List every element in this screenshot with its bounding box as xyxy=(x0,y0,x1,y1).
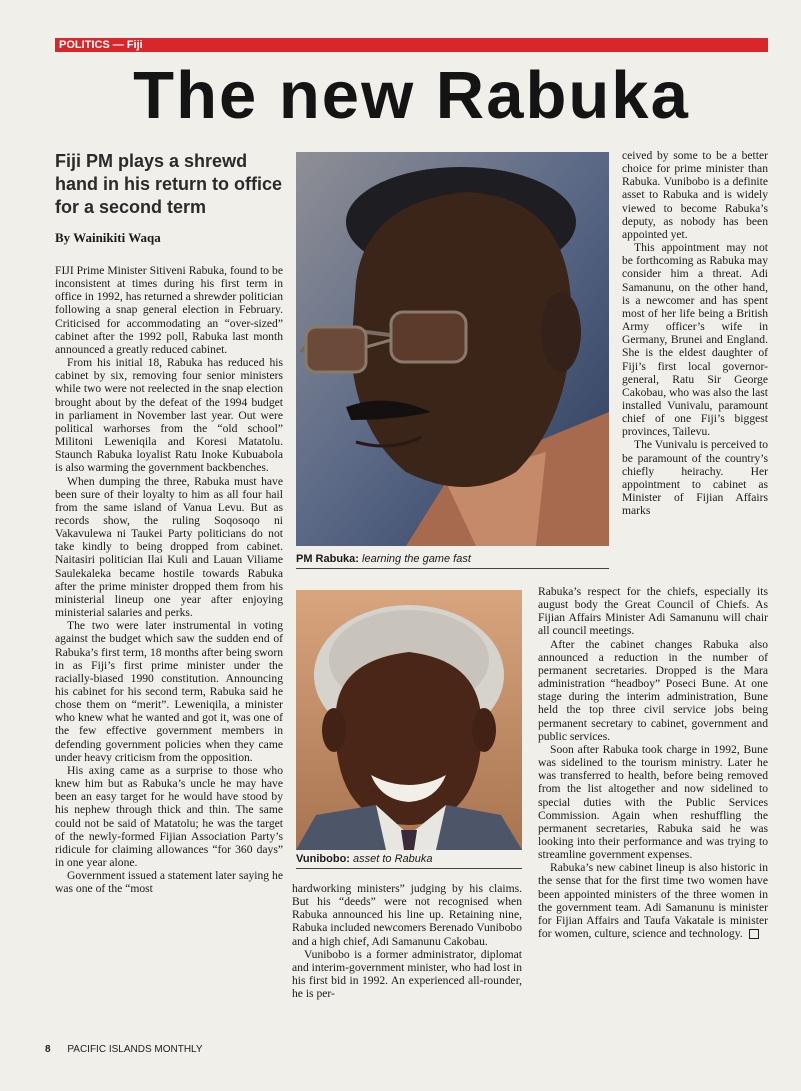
photo-caption xyxy=(296,853,522,869)
paragraph: His axing came as a surprise to those who knew him but as Rabuka’s uncle he may have been an easy target for he would have stood by his nephew through thick and thin. The same could not be said of Matatolu; he was the target of the newly-formed Fijian Association Party’s ridicule for claiming allowances “for 360 days” in one year alone. xyxy=(55,763,283,870)
column-1 xyxy=(55,264,283,896)
page-number: 8 xyxy=(45,1044,51,1055)
paragraph: hardworking ministers” judging by his claims. But his “deeds” were not recognised when Rabuka announced his line up. Retaining nine, Rabuka included newcomers Berenado Vunibobo and a high chief, Adi Samanunu Cakobau. xyxy=(292,882,522,948)
paragraph: Soon after Rabuka took charge in 1992, Bune was sidelined to the tourism ministry. Later he was transferred to health, before being removed from the list altogether and now sidelined to special duties with the Public Services Commission. Again when reshuffling the permanent secretaries, Rabuka said he was looking into their performance and was trying to streamline government expenses. xyxy=(538,742,768,862)
end-mark-icon xyxy=(749,929,759,939)
paragraph xyxy=(538,861,768,940)
paragraph: The two were later instrumental in voting against the budget which saw the sudden end of Rabuka’s first term, 18 months after being sworn in as Fiji’s first prime minister under the racially-biased 1990 constitution. Announcing his cabinet for his second term, Rabuka said he chose them on “merit”. Leweniqila, a minister who knew what he wanted and got it, was one of the few effective government members in defending government policies when they came under heavy criticism from the opposition. xyxy=(55,619,283,764)
paragraph: After the cabinet changes Rabuka also announced a reduction in the number of permanent secretaries. Dropped is the Mara administration “headboy” Poseci Bune. At one stage during the interim administration, Bune held the top three civil service jobs being permanent secretary to cabinet, government and public services. xyxy=(538,637,768,743)
column-3-bottom xyxy=(538,585,768,940)
caption-text: asset to Rabuka xyxy=(353,853,433,865)
byline: By Wainikiti Waqa xyxy=(55,230,161,245)
paragraph: FIJI Prime Minister Sitiveni Rabuka, found to be inconsistent at times during his first term in office in 1992, has returned a shrewder politician following a snap general election in February. Criticised for accommodating an “over-sized” cabinet after the 1992 poll, Rabuka last month announced a greatly reduced cabinet. xyxy=(55,264,283,356)
magazine-name: PACIFIC ISLANDS MONTHLY xyxy=(67,1044,203,1055)
vunibobo-photo xyxy=(296,590,522,850)
photo-caption xyxy=(296,553,609,569)
paragraph-text: Rabuka’s new cabinet lineup is also historic in the sense that for the first time two women have been appointed ministers of the three women in the government team. Adi Samanunu is minister for Fijian Affairs and Taufa Vakatale is minister for women, culture, science and technology. xyxy=(538,861,768,941)
rabuka-photo xyxy=(296,152,609,546)
paragraph: Vunibobo is a former administrator, diplomat and interim-government minister, who had lost in his first bid in 1992. An experienced all-rounder, he is per- xyxy=(292,947,522,1001)
column-3-top xyxy=(622,149,768,517)
paragraph: Government issued a statement later saying he was one of the “most xyxy=(55,869,283,896)
section-label: POLITICS — Fiji xyxy=(55,38,768,52)
paragraph: Rabuka’s respect for the chiefs, especially its august body the Great Council of Chiefs. As Fijian Affairs Minister Adi Samanunu will chair all council meetings. xyxy=(538,585,768,638)
paragraph: ceived by some to be a better choice for prime minister than Rabuka. Vunibobo is a definite asset to Rabuka and is widely viewed to become Rabuka’s deputy, as nobody has been appointed yet. xyxy=(622,149,768,241)
caption-subject: Vunibobo: xyxy=(296,853,350,865)
deck: Fiji PM plays a shrewd hand in his return to office for a second term xyxy=(55,151,283,217)
headline: The new Rabuka xyxy=(133,58,690,133)
page-footer xyxy=(45,1044,203,1055)
paragraph: From his initial 18, Rabuka has reduced his cabinet by six, removing four senior ministers while two were not reelected in the snap election brought about by the defeat of the 1994 budget in parliament in November last year. Out were political warhorses from the “old school” Militoni Leweniqila and Koresi Matatolu. Staunch Rabuka loyalist Ratu Inoke Kubuabola is also warming the government backbenches. xyxy=(55,356,283,475)
caption-subject: PM Rabuka: xyxy=(296,553,359,565)
paragraph: This appointment may not be forthcoming as Rabuka may consider him a threat. Adi Samanunu, on the other hand, is a newcomer and has spent most of her life being a British Army officer’s wife in Germany, Brunei and England. She is the eldest daughter of Fiji’s first local governor-general, Ratu Sir George Cakobau, who was also the last installed Vunivalu, paramount chief of one Fiji’s biggest provinces, Tailevu. xyxy=(622,241,768,439)
paragraph: When dumping the three, Rabuka must have been sure of their loyalty to him as all four hail from the same island of Vanua Levu. But as records show, the ruling Soqosoqo ni Vakavulewa ni Taukei Party politicians do not take kindly to being dropped from cabinet. Naitasiri politician Ilai Kuli and Lauan Viliame Saulekaleka became hostile towards Rabuka after the prime minister dropped them from his ministerial lineup one year after enjoying ministerial salaries and perks. xyxy=(55,474,283,620)
caption-text: learning the game fast xyxy=(362,553,471,565)
column-2 xyxy=(292,882,522,1000)
paragraph: The Vunivalu is perceived to be paramount of the country’s chiefly heirachy. Her appointment to cabinet as Minister of Fijian Affairs marks xyxy=(622,438,768,518)
